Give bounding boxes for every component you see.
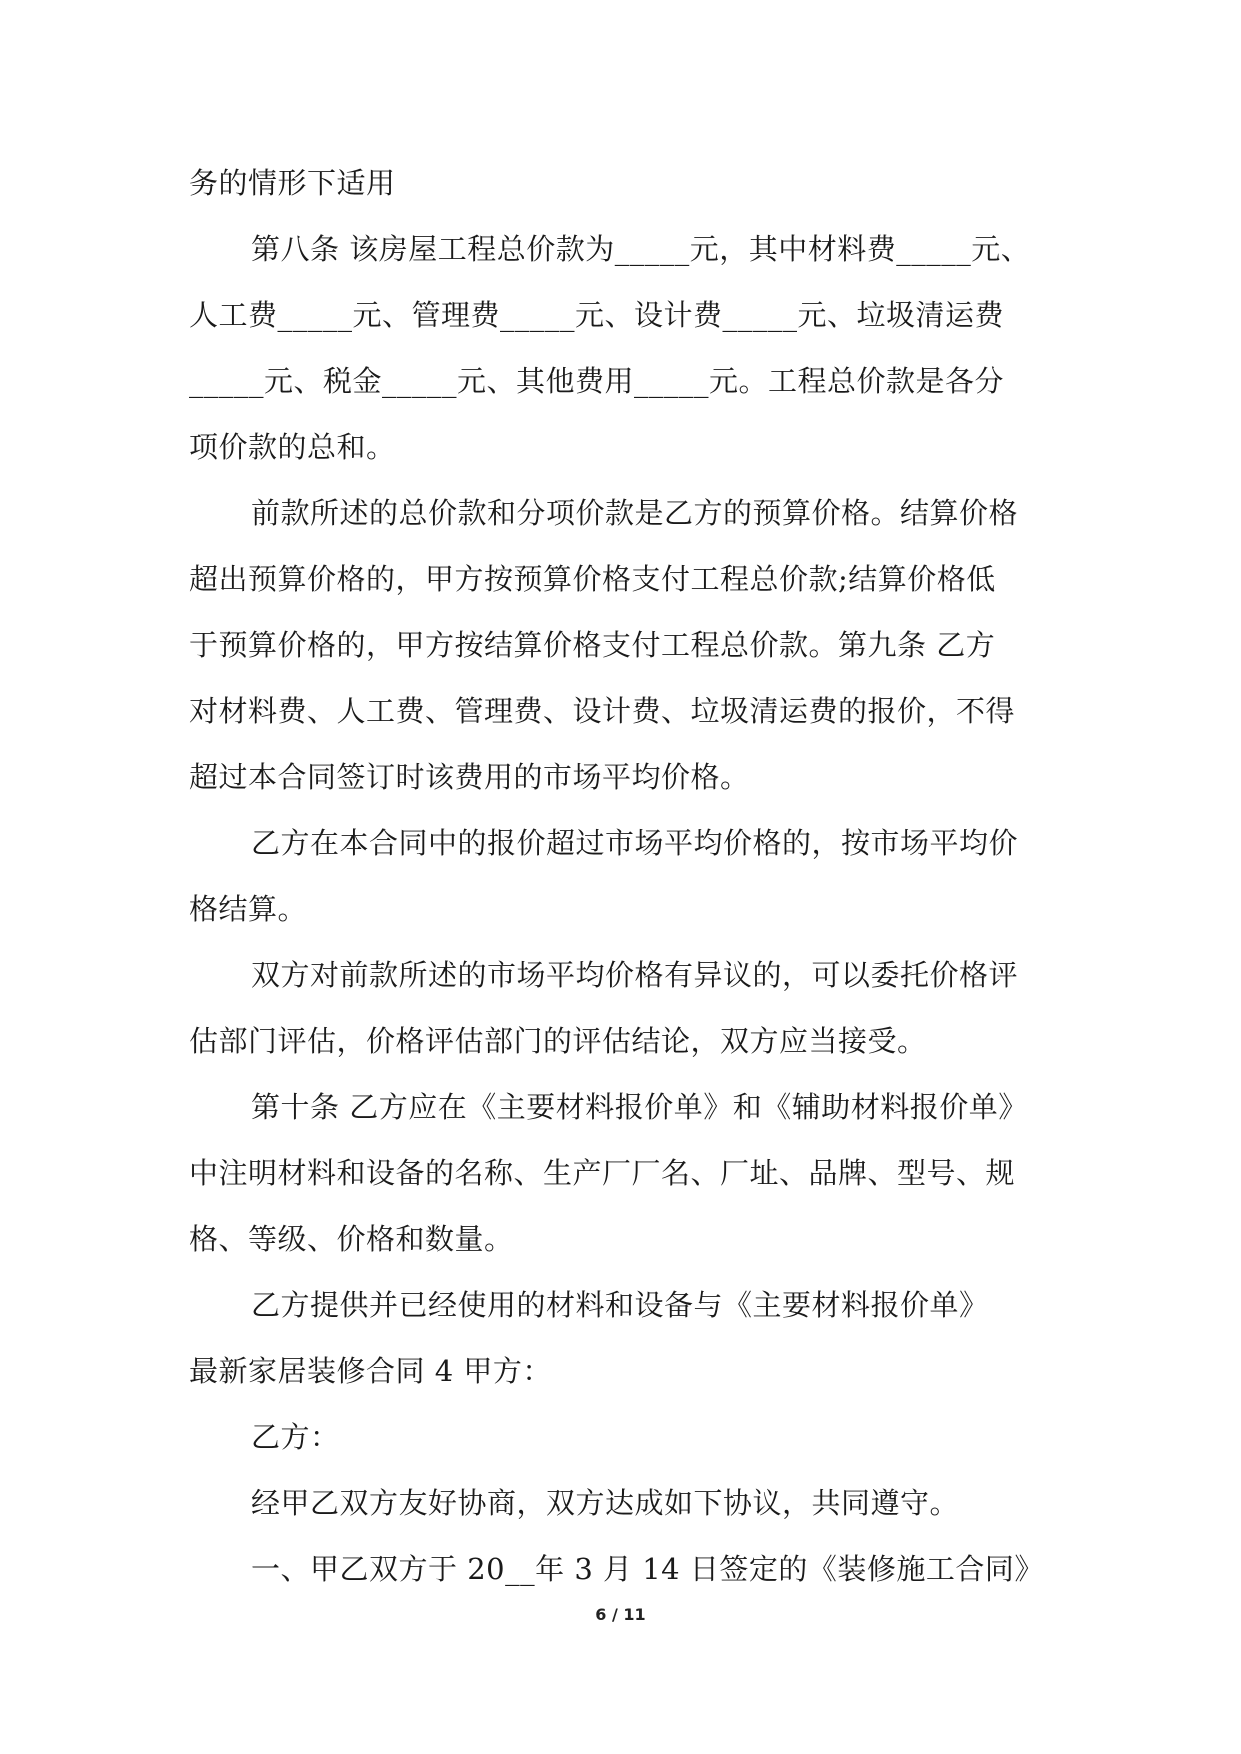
text-line: 前款所述的总价款和分项价款是乙方的预算价格。结算价格	[251, 496, 1019, 530]
text-line: 一、甲乙双方于 20__年 3 月 14 日签定的《装修施工合同》	[251, 1552, 1044, 1586]
text-line: 中注明材料和设备的名称、生产厂厂名、厂址、品牌、型号、规	[189, 1156, 1016, 1190]
text-line: 人工费_____元、管理费_____元、设计费_____元、垃圾清运费	[189, 298, 1005, 332]
text-line: 格、等级、价格和数量。	[189, 1222, 514, 1256]
text-line: 乙方提供并已经使用的材料和设备与《主要材料报价单》	[251, 1288, 989, 1322]
text-line: 最新家居装修合同 4 甲方：	[189, 1354, 552, 1388]
text-line: 格结算。	[189, 892, 308, 926]
text-line: 第十条 乙方应在《主要材料报价单》和《辅助材料报价单》	[251, 1090, 1028, 1124]
text-line: 超出预算价格的，甲方按预算价格支付工程总价款;结算价格低	[189, 562, 996, 596]
text-line: 双方对前款所述的市场平均价格有异议的，可以委托价格评	[251, 958, 1019, 992]
text-line: 于预算价格的，甲方按结算价格支付工程总价款。第九条 乙方	[189, 628, 996, 662]
document-body	[189, 150, 1055, 1602]
text-line: 估部门评估，价格评估部门的评估结论，双方应当接受。	[189, 1024, 927, 1058]
text-line: _____元、税金_____元、其他费用_____元。工程总价款是各分	[189, 364, 1005, 398]
text-line: 对材料费、人工费、管理费、设计费、垃圾清运费的报价，不得	[189, 694, 1016, 728]
page-number: 6 / 11	[595, 1605, 646, 1624]
text-line: 第八条 该房屋工程总价款为_____元，其中材料费_____元、	[251, 232, 1031, 266]
text-line: 经甲乙双方友好协商，双方达成如下协议，共同遵守。	[251, 1486, 960, 1520]
text-line: 乙方：	[251, 1420, 340, 1454]
text-line: 乙方在本合同中的报价超过市场平均价格的，按市场平均价	[251, 826, 1019, 860]
text-line: 超过本合同签订时该费用的市场平均价格。	[189, 760, 750, 794]
text-line: 项价款的总和。	[189, 430, 396, 464]
text-line: 务的情形下适用	[189, 166, 396, 200]
